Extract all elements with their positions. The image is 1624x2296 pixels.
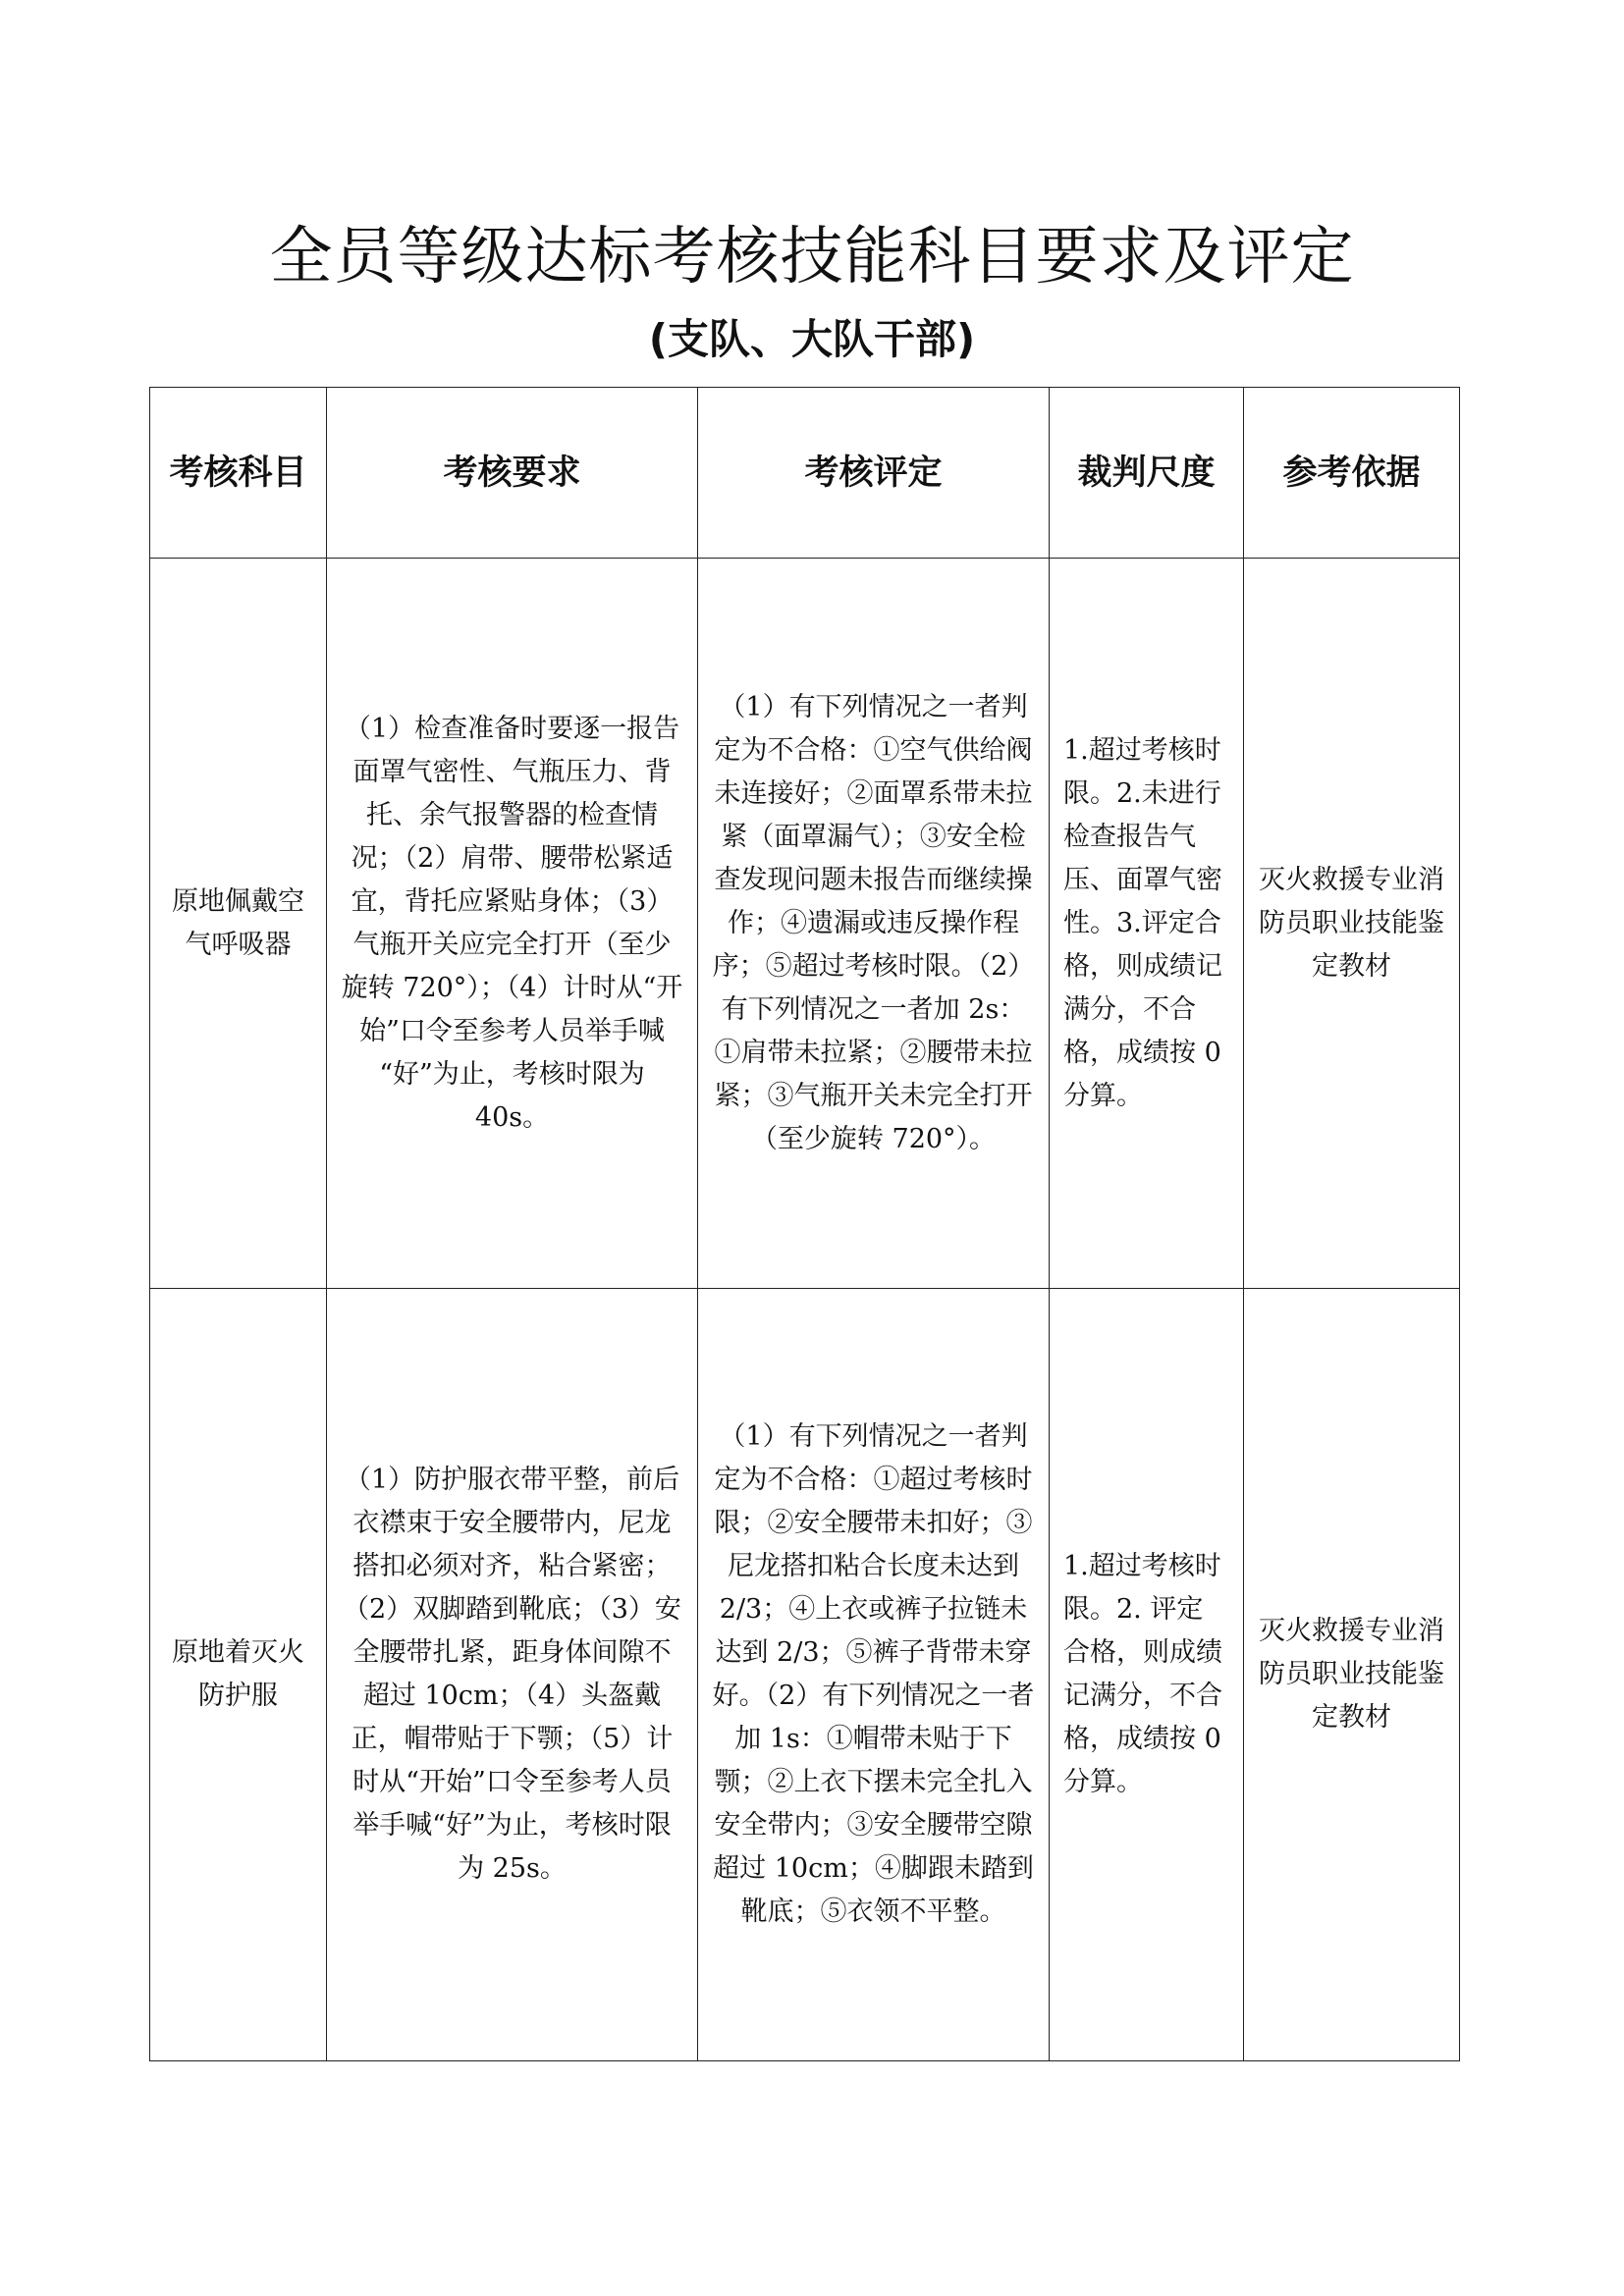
cell-subject: 原地佩戴空气呼吸器 xyxy=(150,559,327,1289)
cell-reference: 灭火救援专业消防员职业技能鉴定教材 xyxy=(1244,559,1460,1289)
header-requirements: 考核要求 xyxy=(327,388,698,559)
table-row xyxy=(150,1289,1460,2061)
assessment-table xyxy=(149,387,1460,2061)
table-header-row xyxy=(150,388,1460,559)
header-reference: 参考依据 xyxy=(1244,388,1460,559)
document-subtitle: (支队、大队干部) xyxy=(648,315,976,363)
cell-subject: 原地着灭火防护服 xyxy=(150,1289,327,2061)
cell-evaluation: （1）有下列情况之一者判定为不合格：①超过考核时限；②安全腰带未扣好；③尼龙搭扣粘合长度未达到 2/3；④上衣或裤子拉链未达到 2/3；⑤裤子背带未穿好。（2）有下列情况之一者加 1s：①帽带未贴于下颚；②上衣下摆未完全扎入安全带内；③安全腰带空隙超过 10cm；④脚跟未踏到靴底；⑤衣领不平整。 xyxy=(698,1289,1050,2061)
document-title: 全员等级达标考核技能科目要求及评定 xyxy=(269,221,1355,294)
cell-requirements: （1）防护服衣带平整，前后衣襟束于安全腰带内，尼龙搭扣必须对齐，粘合紧密；（2）双脚踏到靴底；（3）安全腰带扎紧，距身体间隙不超过 10cm；（4）头盔戴正，帽带贴于下颚；（5）计时从“开始”口令至参考人员举手喊“好”为止，考核时限为 25s。 xyxy=(327,1289,698,2061)
header-subject: 考核科目 xyxy=(150,388,327,559)
header-evaluation: 考核评定 xyxy=(698,388,1050,559)
table-row xyxy=(150,559,1460,1289)
cell-judging: 1.超过考核时限。2.未进行检查报告气压、面罩气密性。3.评定合格，则成绩记满分，不合格，成绩按 0 分算。 xyxy=(1050,559,1244,1289)
cell-evaluation: （1）有下列情况之一者判定为不合格：①空气供给阀未连接好；②面罩系带未拉紧（面罩漏气）；③安全检查发现问题未报告而继续操作；④遗漏或违反操作程序；⑤超过考核时限。（2）有下列情况之一者加 2s：①肩带未拉紧；②腰带未拉紧；③气瓶开关未完全打开（至少旋转 720°）。 xyxy=(698,559,1050,1289)
header-judging: 裁判尺度 xyxy=(1050,388,1244,559)
cell-reference: 灭火救援专业消防员职业技能鉴定教材 xyxy=(1244,1289,1460,2061)
cell-judging: 1.超过考核时限。2. 评定合格，则成绩记满分，不合格，成绩按 0 分算。 xyxy=(1050,1289,1244,2061)
cell-requirements: （1）检查准备时要逐一报告面罩气密性、气瓶压力、背托、余气报警器的检查情况；（2）肩带、腰带松紧适宜，背托应紧贴身体；（3）气瓶开关应完全打开（至少旋转 720°）；（4）计时从“开始”口令至参考人员举手喊 “好”为止，考核时限为 40s。 xyxy=(327,559,698,1289)
